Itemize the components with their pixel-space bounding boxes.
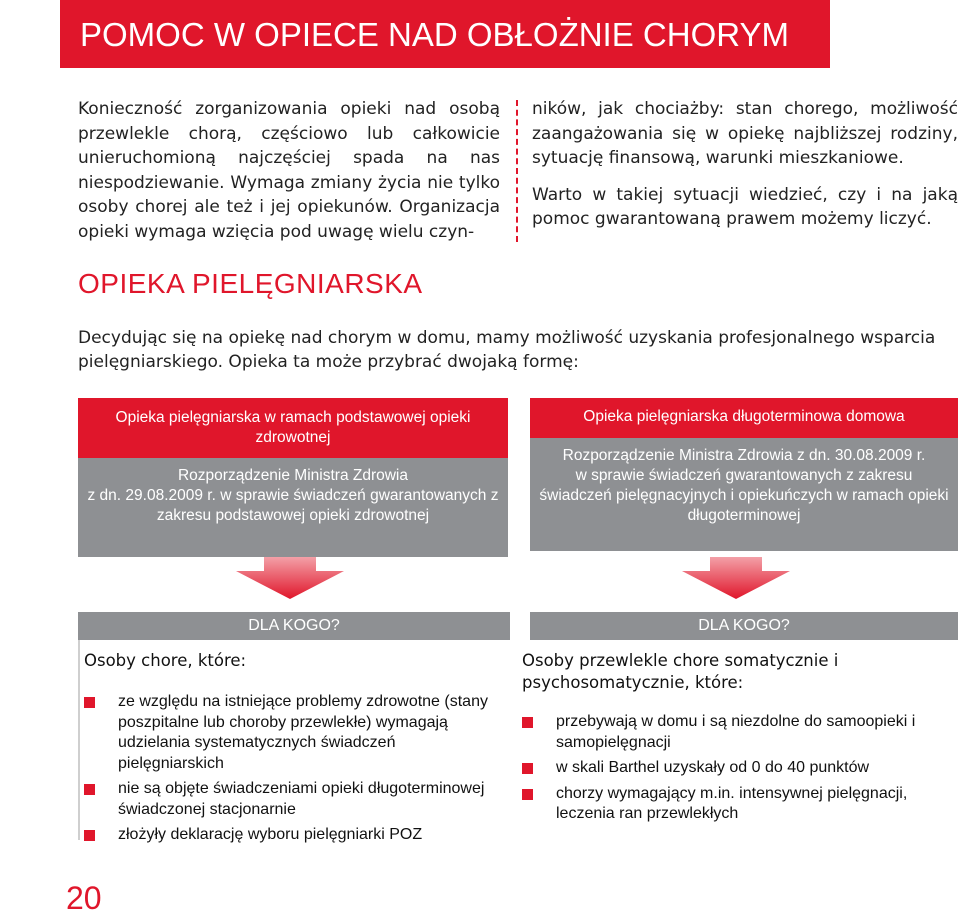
list-item: złożyły deklarację wyboru pielęgniarki POZ (84, 825, 504, 846)
bullet-square-icon (522, 763, 533, 774)
who-heading: DLA KOGO? (530, 612, 958, 640)
down-arrow-icon (682, 557, 790, 599)
title-banner (60, 0, 830, 68)
page-number: 20 (66, 880, 102, 916)
list-item: ze względu na istniejące problemy zdrowotne (stany poszpitalne lub choroby przewlekłe) wymagają udzielania systematycznych świadczeń pielęgniarskich (84, 692, 504, 774)
list-item: w skali Barthel uzyskały od 0 do 40 punktów (522, 758, 954, 779)
eligibility-title: Osoby przewlekle chore somatycznie i psychosomatycznie, które: (522, 651, 839, 692)
form-box-regulation (530, 438, 958, 551)
intro-paragraph: Konieczność zorganizowania opieki nad osobą przewlekle chorą, częściowo lub całkowicie unieruchomioną najczęściej spada na nas niespodziewanie. Wymaga zmiany życia nie tylko osoby chorej ale też i jej opiekunów. Organizacja opieki wymaga wzięcia pod uwagę wielu czyn- (78, 99, 500, 242)
intro-paragraph-question: Warto w takiej sytuacji wiedzieć, czy i na jaką pomoc gwarantowaną prawem możemy liczyć. (532, 184, 958, 229)
divider (78, 640, 80, 840)
form-box-basic-care (78, 398, 508, 557)
bullet-square-icon (84, 697, 95, 708)
section-title: OPIEKA PIELĘGNIARSKA (78, 268, 423, 299)
intro-left-column (78, 97, 500, 244)
form-box-regulation (78, 458, 508, 557)
eligibility-title: Osoby chore, które: (84, 651, 247, 670)
intro-right-column (532, 97, 958, 244)
column-divider (516, 100, 518, 242)
form-box-title: Opieka pielęgniarska długoterminowa domowa (530, 398, 958, 438)
list-item: chorzy wymagający m.in. intensywnej pielęgnacji, leczenia ran przewlekłych (522, 784, 954, 825)
section-lead: Decydując się na opiekę nad chorym w domu, mamy możliwość uzyskania profesjonalnego wsparcia pielęgniarskiego. Opieka ta może przybrać dwojaką formę: (78, 328, 936, 372)
page-title: POMOC W OPIECE NAD OBŁOŻNIE CHORYM (80, 16, 789, 53)
regulation-line: Rozporządzenie Ministra Zdrowia (177, 467, 408, 484)
form-box-title: Opieka pielęgniarska w ramach podstawowej opieki zdrowotnej (78, 398, 508, 458)
bullet-square-icon (84, 830, 95, 841)
form-box-long-term-care (530, 398, 958, 551)
regulation-line: z dn. 29.08.2009 r. w sprawie świadczeń gwarantowanych z zakresu podstawowej opieki zdrowotnej (87, 487, 499, 524)
bullet-square-icon (522, 789, 533, 800)
list-item: nie są objęte świadczeniami opieki długoterminowej świadczonej stacjonarnie (84, 779, 504, 820)
down-arrow-icon (236, 557, 344, 599)
list-item: przebywają w domu i są niezdolne do samoopieki i samopielęgnacji (522, 712, 954, 753)
regulation-line: w sprawie świadczeń gwarantowanych z zakresu świadczeń pielęgnacyjnych i opiekuńczych w ramach opieki długoterminowej (539, 467, 949, 524)
eligibility-list (522, 712, 954, 830)
bullet-square-icon (522, 717, 533, 728)
who-heading: DLA KOGO? (78, 612, 510, 640)
regulation-line: Rozporządzenie Ministra Zdrowia z dn. 30.08.2009 r. (562, 447, 926, 464)
eligibility-list (84, 692, 504, 851)
bullet-square-icon (84, 784, 95, 795)
intro-paragraph-continued: ników, jak chociażby: stan chorego, możliwość zaangażowania się w opiekę najbliższej rodziny, sytuację finansową, warunki mieszkaniowe. (532, 99, 958, 168)
